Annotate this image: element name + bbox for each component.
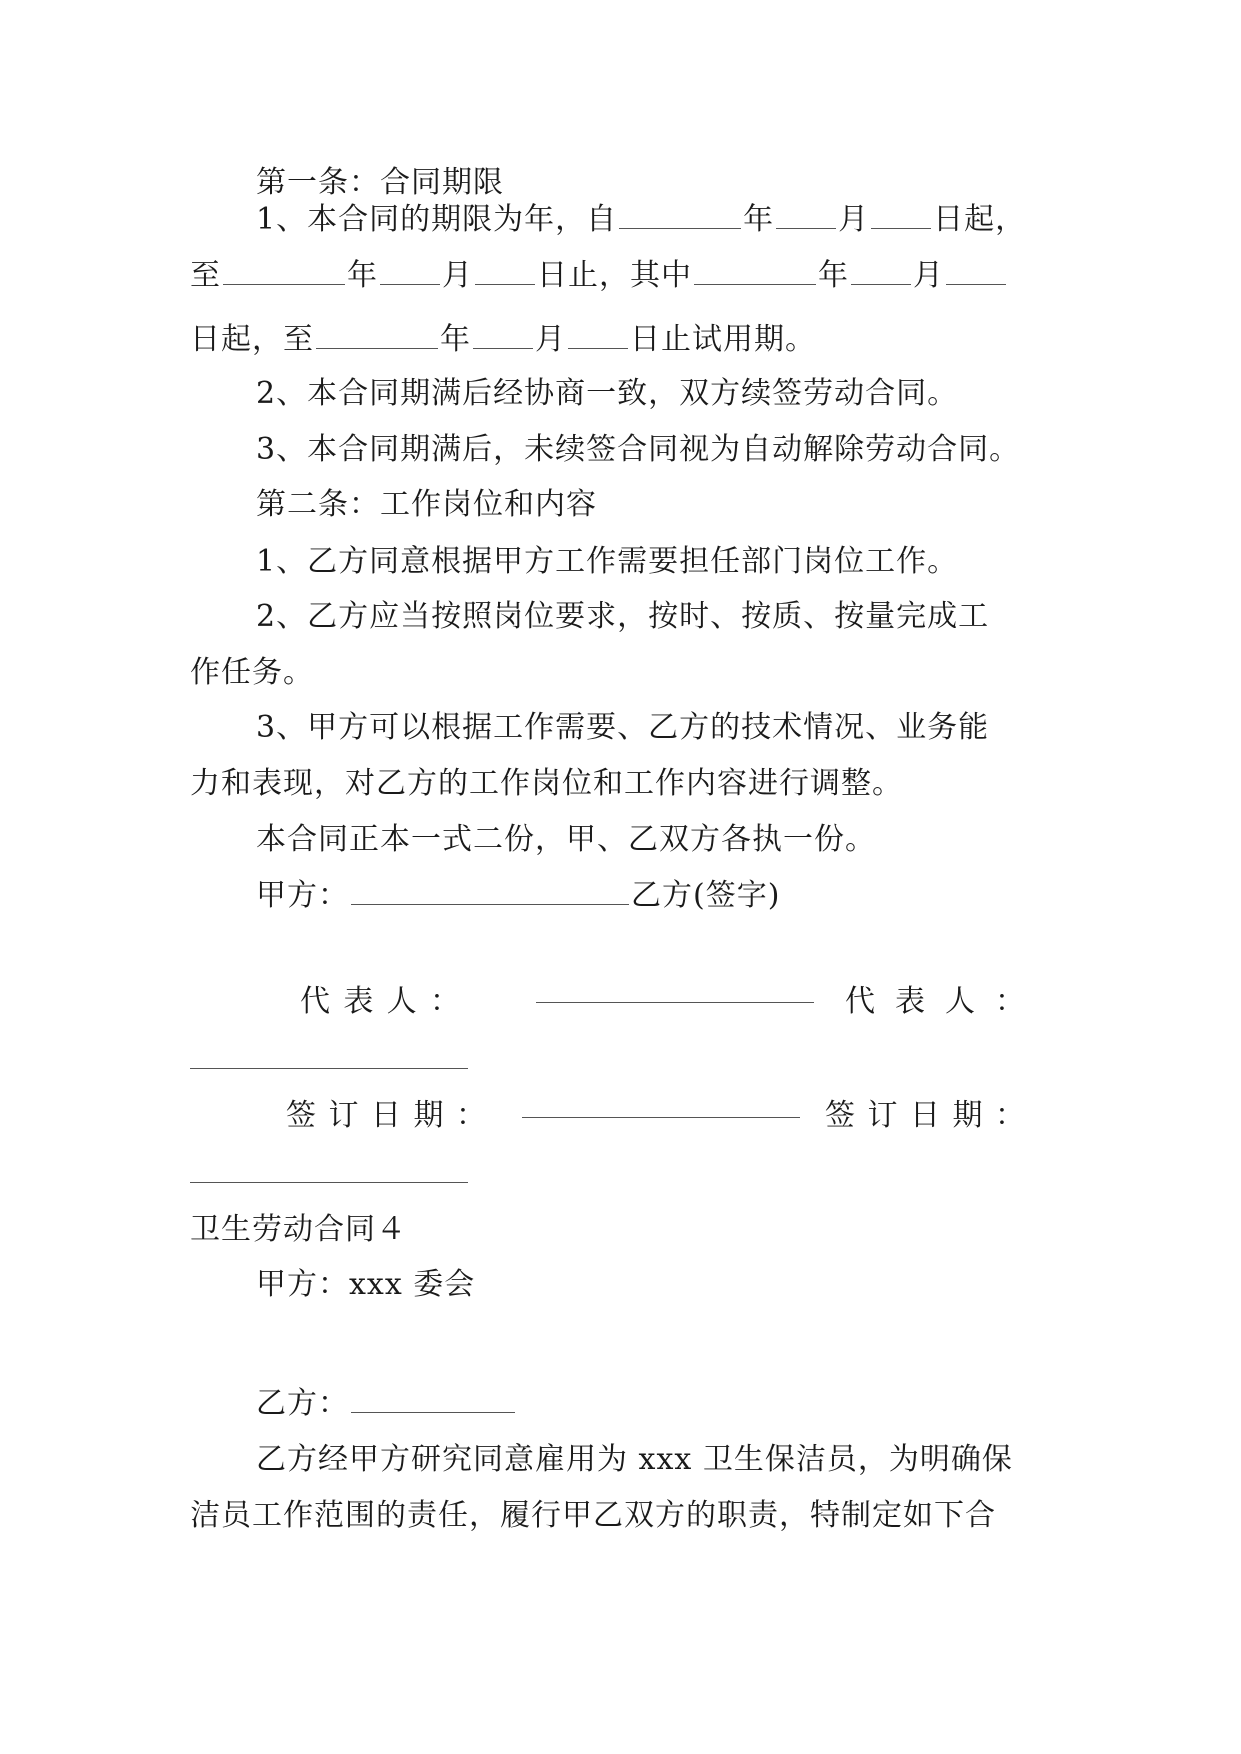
label-char: 签 <box>286 1098 316 1133</box>
term-text: 月 <box>442 258 473 293</box>
article-2-clause-3-cont: 力和表现，对乙方的工作岗位和工作内容进行调整。 <box>190 766 903 801</box>
term-line-2 <box>190 254 1070 298</box>
blank-year <box>694 254 816 285</box>
party-b-label: 乙方： <box>256 1386 349 1421</box>
sign-date-blank-b <box>190 1182 468 1183</box>
representative-blank-a <box>536 1002 814 1003</box>
term-text: 至 <box>190 258 221 293</box>
party-b-sign-label: 乙方(签字) <box>631 878 781 913</box>
representative-blank-b <box>190 1068 468 1069</box>
blank-month <box>776 198 836 229</box>
representative-label-a <box>300 980 460 1024</box>
term-text: 日起，至 <box>190 322 314 357</box>
copies-note: 本合同正本一式二份，甲、乙双方各执一份。 <box>256 822 876 857</box>
term-line-1 <box>256 198 1076 242</box>
article-2-clause-2: 2、乙方应当按照岗位要求，按时、按质、按量完成工 <box>256 599 990 634</box>
label-char: 日 <box>371 1098 401 1133</box>
label-char: 人 <box>386 984 417 1019</box>
contract-4-party-b <box>256 1382 1136 1426</box>
term-text: 月 <box>913 258 944 293</box>
contract-4-party-a: 甲方：xxx 委会 <box>256 1267 476 1302</box>
blank-year <box>223 254 345 285</box>
article-1-clause-2: 2、本合同期满后经协商一致，双方续签劳动合同。 <box>256 376 959 411</box>
label-char: 订 <box>328 1098 359 1133</box>
term-text: 月 <box>838 202 870 237</box>
article-2-clause-2-cont: 作任务。 <box>190 655 314 690</box>
label-char: 代 <box>300 984 330 1019</box>
term-text: 年 <box>743 202 775 237</box>
article-2-clause-3: 3、甲方可以根据工作需要、乙方的技术情况、业务能 <box>256 710 990 745</box>
blank-day <box>871 198 931 229</box>
label-char: 签 <box>825 1098 855 1133</box>
label-char: 表 <box>343 984 374 1019</box>
blank-day <box>568 318 628 349</box>
label-char: ： <box>995 984 1025 1019</box>
label-char: 期 <box>413 1098 444 1133</box>
article-1-clause-3: 3、本合同期满后，未续签合同视为自动解除劳动合同。 <box>256 432 1021 467</box>
sign-date-label-b <box>825 1094 1025 1138</box>
contract-4-intro: 乙方经甲方研究同意雇用为 xxx 卫生保洁员，为明确保 <box>256 1442 1013 1477</box>
representative-label-b <box>845 980 1025 1024</box>
term-text: 年 <box>818 258 849 293</box>
sign-date-label-a <box>286 1094 486 1138</box>
label-char: 期 <box>952 1098 983 1133</box>
term-text: 年 <box>347 258 378 293</box>
signature-party-line <box>256 874 1136 918</box>
blank-month <box>380 254 440 285</box>
label-char: ： <box>429 984 460 1019</box>
label-char: ： <box>995 1098 1025 1133</box>
party-a-label: 甲方： <box>256 878 349 913</box>
term-text: 年 <box>440 322 471 357</box>
term-text: 日止试用期。 <box>630 322 816 357</box>
contract-4-title: 卫生劳动合同４ <box>190 1212 407 1247</box>
term-text: 日止，其中 <box>537 258 692 293</box>
blank-year <box>619 198 741 229</box>
contract-4-intro-cont: 洁员工作范围的责任，履行甲乙双方的职责，特制定如下合 <box>190 1498 996 1533</box>
blank-day <box>475 254 535 285</box>
label-char: 人 <box>945 984 975 1019</box>
label-char: ： <box>456 1098 486 1133</box>
label-char: 代 <box>845 984 875 1019</box>
label-char: 日 <box>910 1098 940 1133</box>
blank-year <box>316 318 438 349</box>
blank-month <box>473 318 533 349</box>
sign-date-blank-a <box>522 1117 800 1118</box>
term-text: 日起， <box>933 202 1027 237</box>
party-b-blank <box>351 1382 515 1413</box>
party-a-signature-blank <box>351 874 629 905</box>
article-2-title: 第二条：工作岗位和内容 <box>256 487 597 522</box>
blank-month <box>851 254 911 285</box>
blank-day <box>946 254 1006 285</box>
article-2-clause-1: 1、乙方同意根据甲方工作需要担任部门岗位工作。 <box>256 544 959 579</box>
term-line-3 <box>190 318 1070 362</box>
label-char: 订 <box>867 1098 898 1133</box>
label-char: 表 <box>895 984 925 1019</box>
term-text: 月 <box>535 322 566 357</box>
article-1-title: 第一条：合同期限 <box>256 165 504 200</box>
term-text: 1、本合同的期限为年，自 <box>256 202 618 237</box>
